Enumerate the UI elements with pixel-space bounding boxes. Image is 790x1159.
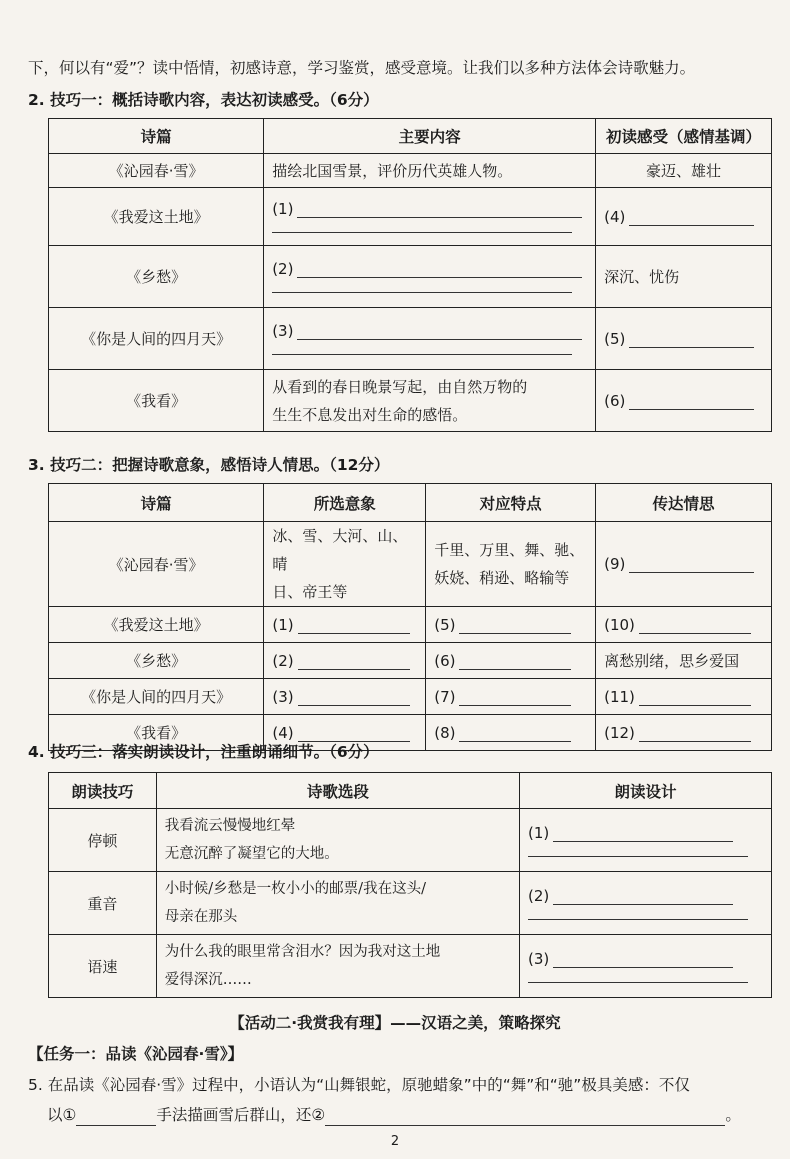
blank-label: (1): [272, 200, 294, 218]
blank-label: (11): [604, 687, 635, 706]
blank-label: (2): [528, 886, 550, 905]
q4-header-skill: 朗读技巧: [49, 773, 157, 809]
q4-header-excerpt: 诗歌选段: [156, 773, 519, 809]
excerpt-line: 爱得深沉……: [164, 972, 252, 988]
q2-header-poem: 诗篇: [49, 119, 264, 154]
content-cell[interactable]: [264, 308, 596, 370]
poem-title: 《我爱这土地》: [49, 188, 264, 246]
content-line: 生生不息发出对生命的感悟。: [272, 405, 468, 424]
image-cell[interactable]: [264, 679, 426, 715]
content-cell: 描绘北国雪景，评价历代英雄人物。: [264, 154, 596, 188]
intro-line: 下，何以有“爱”？读中悟情，初感诗意，学习鉴赏，感受意境。让我们以多种方法体会诗歌魅力。: [28, 59, 696, 77]
blank-label: (6): [604, 391, 626, 410]
poem-title: 《沁园春·雪》: [49, 154, 264, 188]
q5-line-1: 5. 在品读《沁园春·雪》过程中，小语认为“山舞银蛇，原驰蜡象”中的“舞”和“驰”极具美感：不仅: [28, 1076, 690, 1094]
q2-header-content: 主要内容: [264, 119, 596, 154]
poem-title: 《我看》: [49, 715, 264, 751]
excerpt-line: 母亲在那头: [164, 909, 238, 925]
blank-label: (5): [604, 329, 626, 348]
q5-middle-text: 手法描画雪后群山，还②: [156, 1106, 326, 1124]
trait-cell[interactable]: [426, 679, 596, 715]
excerpt-cell: [156, 935, 519, 998]
blank-label: (1): [272, 615, 294, 634]
blank-label: (1): [528, 823, 550, 842]
q3-header-trait: 对应特点: [426, 484, 596, 522]
table-row: [49, 809, 772, 872]
q4-header-design: 朗读设计: [520, 773, 772, 809]
poem-title: 《我看》: [49, 370, 264, 432]
poem-title: 《沁园春·雪》: [49, 522, 264, 607]
content-cell: [264, 370, 596, 432]
feeling-cell: 豪迈、雄壮: [596, 154, 772, 188]
content-cell[interactable]: [264, 188, 596, 246]
skill-cell: 语速: [49, 935, 157, 998]
emotion-cell[interactable]: [596, 715, 772, 751]
trait-line: 妖娆、稍逊、略输等: [434, 569, 570, 587]
blank-label: (7): [434, 687, 456, 706]
q2-table: [48, 118, 772, 432]
q3-header-image: 所选意象: [264, 484, 426, 522]
poem-title: 《你是人间的四月天》: [49, 679, 264, 715]
emotion-cell: 离愁别绪，思乡爱国: [596, 643, 772, 679]
q4-title: 4. 技巧三：落实朗读设计，注重朗诵细节。（6分）: [28, 743, 379, 761]
q5-blank-2[interactable]: [325, 1109, 725, 1126]
skill-cell: 重音: [49, 872, 157, 935]
design-cell[interactable]: [520, 872, 772, 935]
emotion-cell[interactable]: [596, 607, 772, 643]
table-row: [49, 679, 772, 715]
blank-label: (3): [272, 687, 294, 706]
table-row: [49, 370, 772, 432]
image-cell[interactable]: [264, 607, 426, 643]
blank-label: (10): [604, 615, 635, 634]
q3-title: 3. 技巧二：把握诗歌意象，感悟诗人情思。（12分）: [28, 456, 390, 474]
q3-header-emotion: 传达情思: [596, 484, 772, 522]
q5-end: 。: [725, 1106, 741, 1124]
blank-label: (9): [604, 555, 626, 573]
table-row: [49, 246, 772, 308]
skill-cell: 停顿: [49, 809, 157, 872]
table-row: [49, 522, 772, 607]
q2-title: 2. 技巧一：概括诗歌内容，表达初读感受。（6分）: [28, 91, 379, 109]
content-line: 从看到的春日晚景写起，由自然万物的: [272, 377, 528, 396]
image-line: 冰、雪、大河、山、晴: [272, 527, 408, 573]
excerpt-cell: [156, 872, 519, 935]
table-row: [49, 935, 772, 998]
emotion-cell[interactable]: [596, 679, 772, 715]
design-cell[interactable]: [520, 809, 772, 872]
poem-title: 《我爱这土地》: [49, 607, 264, 643]
excerpt-line: 无意沉醉了凝望它的大地。: [164, 846, 339, 862]
image-line: 日、帝王等: [272, 583, 348, 601]
table-row: [49, 872, 772, 935]
trait-cell[interactable]: [426, 607, 596, 643]
blank-label: (12): [604, 723, 635, 742]
blank-label: (4): [272, 723, 294, 742]
feeling-cell[interactable]: [596, 188, 772, 246]
trait-cell: [426, 522, 596, 607]
excerpt-cell: [156, 809, 519, 872]
table-row: [49, 188, 772, 246]
table-row: [49, 308, 772, 370]
task-one-heading: 【任务一：品读《沁园春·雪》】: [28, 1045, 244, 1063]
q3-table: [48, 483, 772, 751]
blank-label: (6): [434, 651, 456, 670]
table-row: [49, 643, 772, 679]
image-cell: [264, 522, 426, 607]
poem-title: 《乡愁》: [49, 643, 264, 679]
excerpt-line: 为什么我的眼里常含泪水？因为我对这土地: [164, 944, 441, 960]
blank-label: (2): [272, 260, 294, 278]
content-cell[interactable]: [264, 246, 596, 308]
feeling-cell[interactable]: [596, 370, 772, 432]
blank-label: (4): [604, 207, 626, 226]
table-row: [49, 607, 772, 643]
design-cell[interactable]: [520, 935, 772, 998]
activity-two-heading: 【活动二·我赏我有理】——汉语之美，策略探究: [229, 1014, 561, 1032]
poem-title: 《乡愁》: [49, 246, 264, 308]
trait-line: 千里、万里、舞、驰、: [434, 541, 585, 559]
q5-line-2: [47, 1104, 741, 1126]
trait-cell[interactable]: [426, 715, 596, 751]
q3-header-poem: 诗篇: [49, 484, 264, 522]
trait-cell[interactable]: [426, 643, 596, 679]
q5-blank-1-label: 以①: [47, 1106, 77, 1124]
blank-label: (3): [272, 322, 294, 340]
image-cell[interactable]: [264, 643, 426, 679]
poem-title: 《你是人间的四月天》: [49, 308, 264, 370]
q5-blank-1[interactable]: [76, 1109, 156, 1126]
q4-table: [48, 772, 772, 998]
feeling-cell[interactable]: [596, 308, 772, 370]
blank-label: (5): [434, 615, 456, 634]
table-row: [49, 154, 772, 188]
blank-label: (8): [434, 723, 456, 742]
excerpt-line: 我看流云慢慢地红晕: [164, 818, 296, 834]
page-number: 2: [390, 1134, 400, 1149]
blank-label: (3): [528, 949, 550, 968]
emotion-cell[interactable]: [596, 522, 772, 607]
blank-label: (2): [272, 651, 294, 670]
excerpt-line: 小时候/乡愁是一枚小小的邮票/我在这头/: [164, 881, 426, 897]
feeling-cell: 深沉、忧伤: [596, 246, 772, 308]
q2-header-feeling: 初读感受（感情基调）: [596, 119, 772, 154]
